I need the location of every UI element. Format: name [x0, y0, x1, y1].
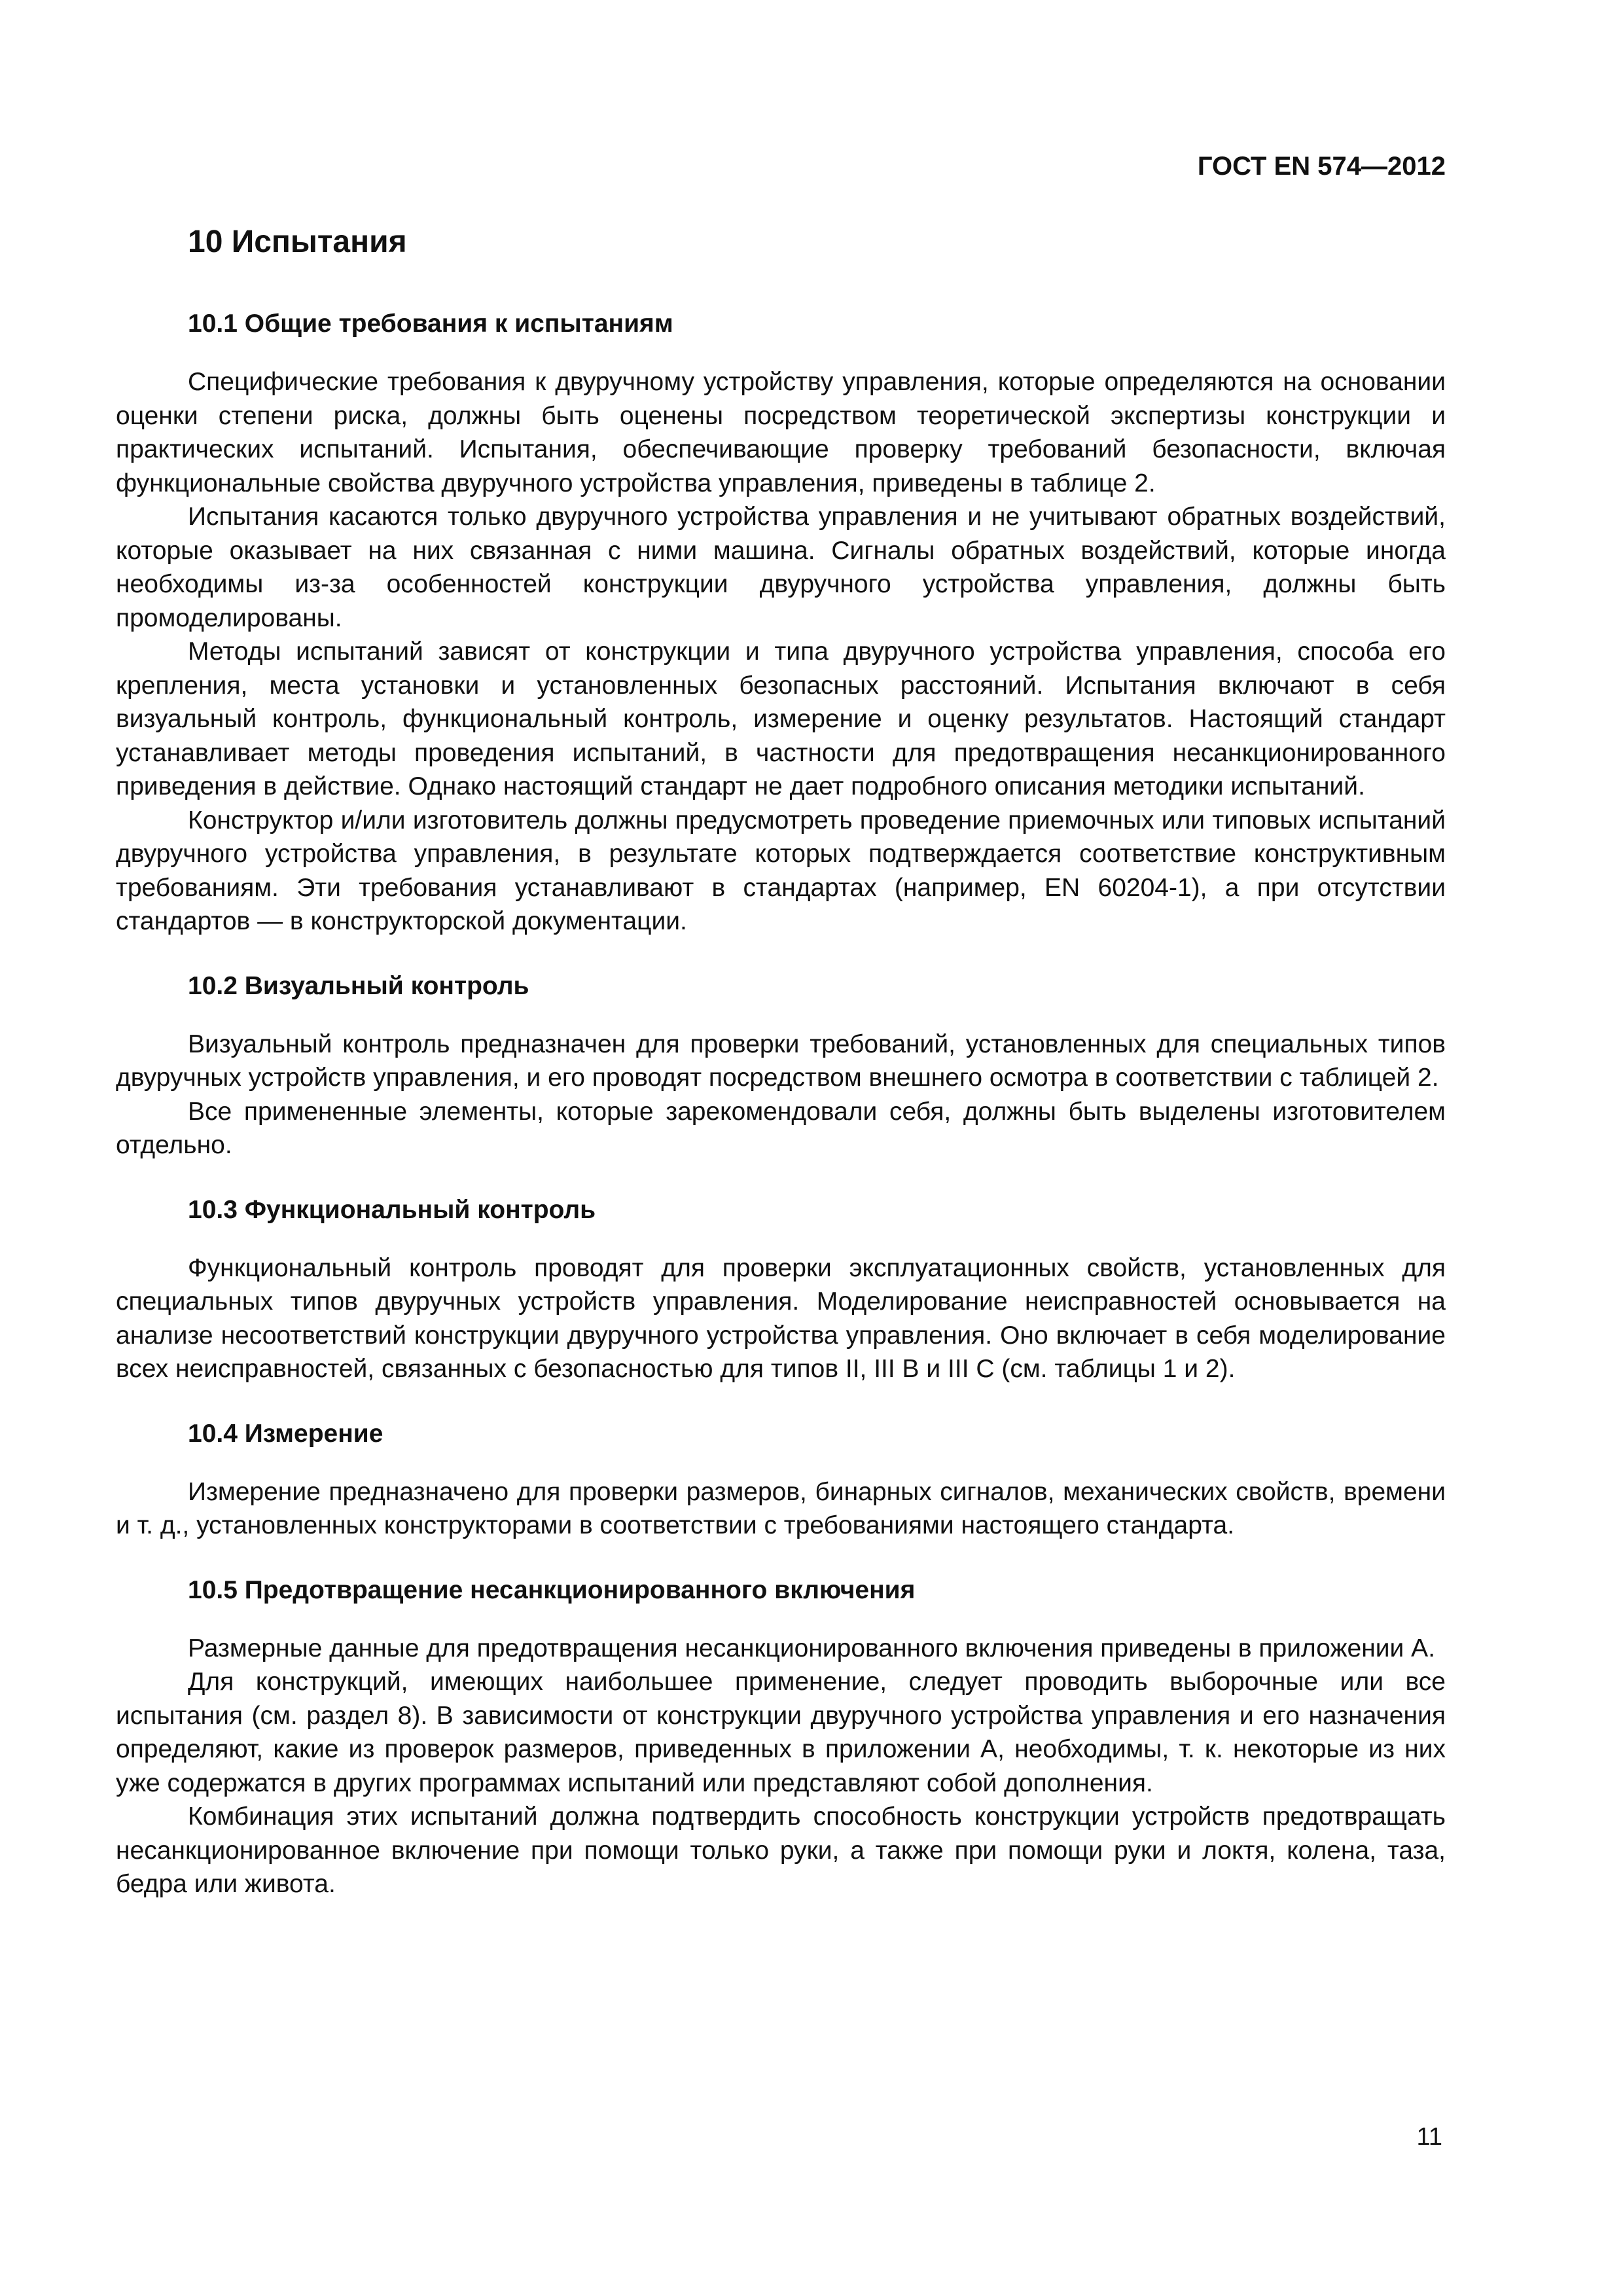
- paragraph: Размерные данные для предотвращения несанкционированного включения приведены в приложении А.: [188, 1634, 1436, 1662]
- paragraph: Комбинация этих испытаний должна подтвердить способность конструкции устройств предотвращать несанкционированное включение при помощи только руки, а также при помощи руки и локтя, колена, таза, бедра или живота.: [116, 1803, 1446, 1898]
- clause-title: 10.4 Измерение: [188, 1419, 383, 1448]
- clause-10-1: [116, 308, 1446, 939]
- document-code: ГОСТ EN 574—2012: [1197, 152, 1446, 181]
- page-number: 11: [1416, 2123, 1442, 2151]
- clause-title: 10.1 Общие требования к испытаниям: [188, 310, 673, 338]
- clause-10-4: [116, 1418, 1446, 1543]
- section-title: 10 Испытания: [188, 224, 407, 259]
- clause-title: 10.3 Функциональный контроль: [188, 1195, 596, 1224]
- clause-10-2: [116, 970, 1446, 1162]
- paragraph: Методы испытаний зависят от конструкции и типа двуручного устройства управления, способа его крепления, места установки и установленных безопасных расстояний. Испытания включают в себя визуальный контроль, функциональный контроль, измерение и оценку результатов. Настоящий стандарт устанавливает методы проведения испытаний, в частности для предотвращения несанкционированного приведения в действие. Однако настоящий стандарт не дает подробного описания методики испытаний.: [116, 637, 1446, 800]
- clause-10-3: [116, 1194, 1446, 1386]
- paragraph: Специфические требования к двуручному устройству управления, которые определяются на основании оценки степени риска, должны быть оценены посредством теоретической экспертизы конструкции и практических испытаний. Испытания, обеспечивающие проверку требований безопасности, включая функциональные свойства двуручного устройства управления, приведены в таблице 2.: [116, 368, 1446, 497]
- page-content: [116, 216, 1446, 1901]
- paragraph: Визуальный контроль предназначен для проверки требований, установленных для специальных типов двуручных устройств управления, и его проводят посредством внешнего осмотра в соответствии с таблицей 2.: [116, 1030, 1446, 1092]
- paragraph: Измерение предназначено для проверки размеров, бинарных сигналов, механических свойств, времени и т. д., установленных конструкторами в соответствии с требованиями настоящего стандарта.: [116, 1477, 1446, 1539]
- clause-title: 10.5 Предотвращение несанкционированного включения: [188, 1575, 916, 1604]
- clause-title: 10.2 Визуальный контроль: [188, 971, 529, 1000]
- paragraph: Для конструкций, имеющих наибольшее применение, следует проводить выборочные или все испытания (см. раздел 8). В зависимости от конструкции двуручного устройства управления и его назначения определяют, какие из проверок размеров, приведенных в приложении А, необходимы, т. к. некоторые из них уже содержатся в других программах испытаний или представляют собой дополнения.: [116, 1668, 1446, 1797]
- paragraph: Конструктор и/или изготовитель должны предусмотреть проведение приемочных или типовых испытаний двуручного устройства управления, в результате которых подтверждается соответствие конструктивным требованиям. Эти требования устанавливают в стандартах (например, EN 60204-1), а при отсутствии стандартов — в конструкторской документации.: [116, 806, 1446, 935]
- paragraph: Функциональный контроль проводят для проверки эксплуатационных свойств, установленных для специальных типов двуручных устройств управления. Моделирование неисправностей основывается на анализе несоответствий конструкции двуручного устройства управления. Оно включает в себя моделирование всех неисправностей, связанных с безопасностью для типов II, III B и III C (см. таблицы 1 и 2).: [116, 1253, 1446, 1383]
- clause-10-5: [116, 1574, 1446, 1901]
- paragraph: Испытания касаются только двуручного устройства управления и не учитывают обратных воздействий, которые оказывает на них связанная с ними машина. Сигналы обратных воздействий, которые иногда необходимы из-за особенностей конструкции двуручного устройства управления, должны быть промоделированы.: [116, 503, 1446, 632]
- paragraph: Все примененные элементы, которые зарекомендовали себя, должны быть выделены изготовителем отдельно.: [116, 1097, 1446, 1159]
